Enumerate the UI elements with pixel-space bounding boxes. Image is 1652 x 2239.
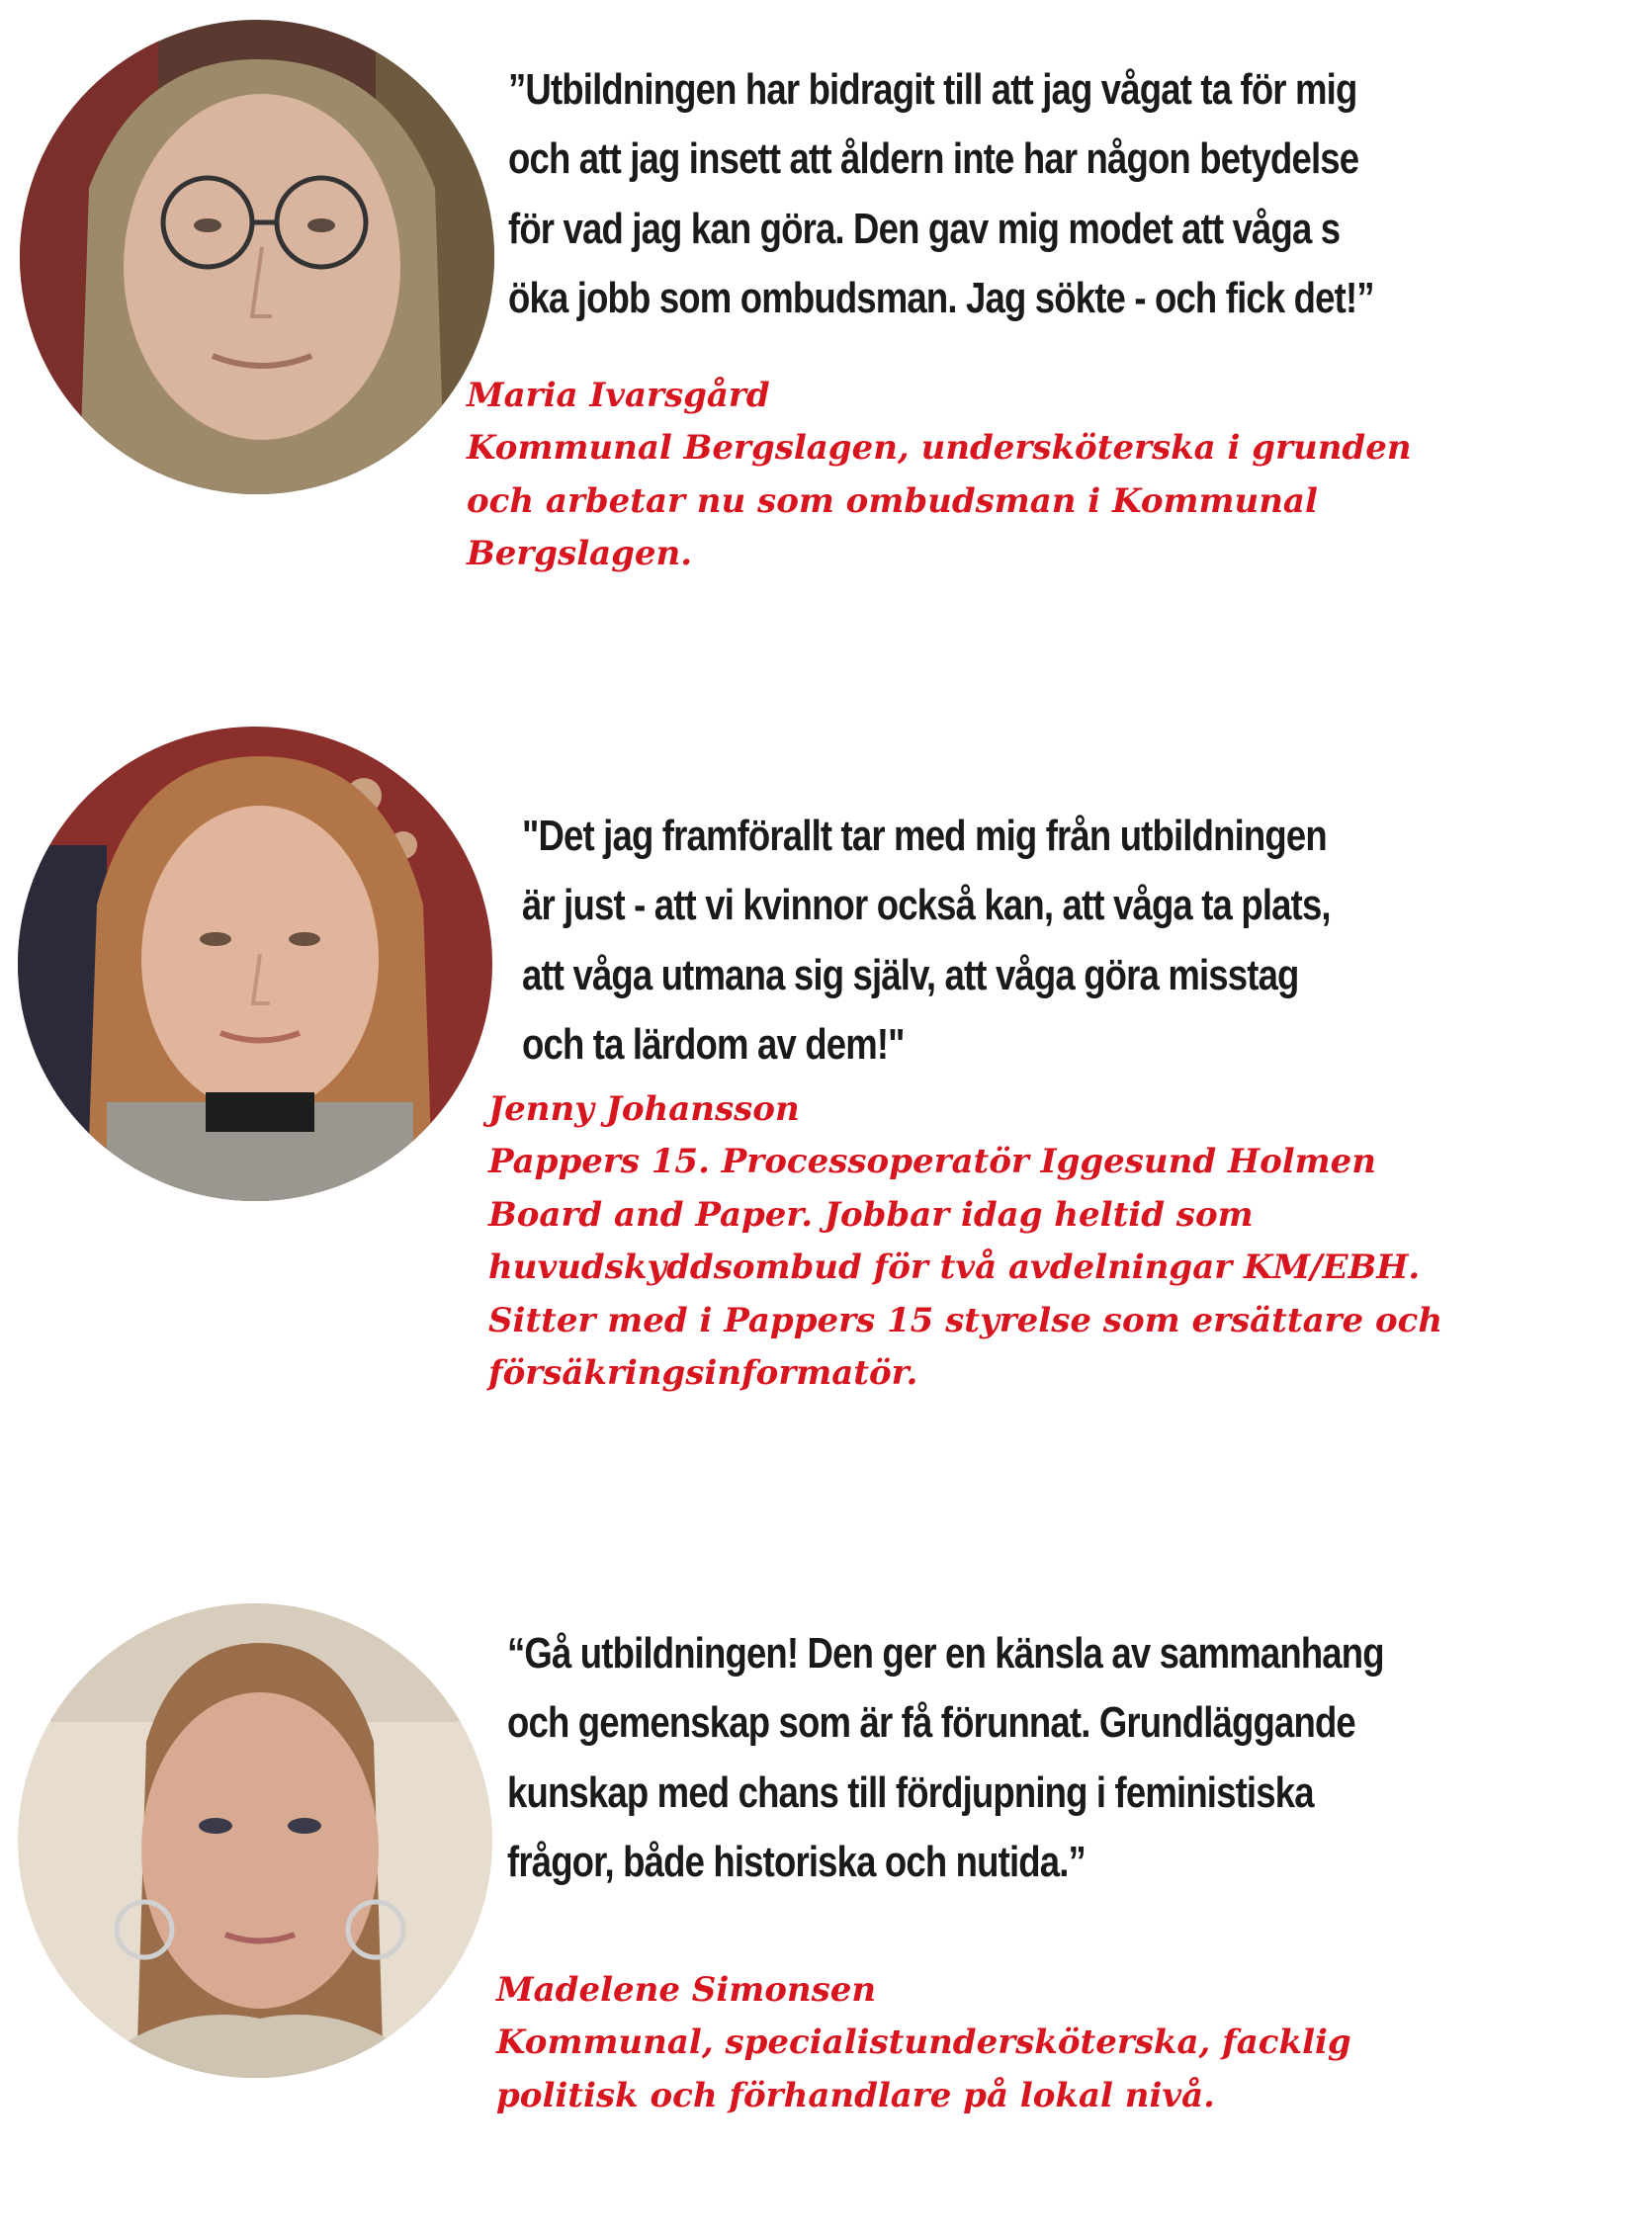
quote-line: ”Utbildningen har bidragit till att jag vågat ta för mig [508, 65, 1357, 114]
attribution-line: huvudskyddsombud för två avdelningar KM/EBH. [488, 1248, 1421, 1288]
attribution-name: Jenny Johansson [488, 1089, 800, 1129]
quote-line: för vad jag kan göra. Den gav mig modet att våga s [508, 204, 1341, 253]
avatar-maria [20, 20, 494, 494]
attribution-maria [467, 370, 1412, 581]
quote-madelene [507, 1619, 1384, 1898]
attribution-line: försäkringsinformatör. [488, 1352, 918, 1393]
portrait-jenny-image [18, 727, 492, 1201]
portrait-madelene-image [18, 1603, 492, 2078]
attribution-line: politisk och förhandlare på lokal nivå. [496, 2075, 1215, 2115]
attribution-name: Maria Ivarsgård [467, 376, 770, 415]
quote-jenny [522, 802, 1331, 1080]
attribution-line: och arbetar nu som ombudsman i Kommunal [467, 480, 1318, 521]
quote-line: öka jobb som ombudsman. Jag sökte - och fick det!” [508, 274, 1374, 323]
quote-line: “Gå utbildningen! Den ger en känsla av sammanhang [507, 1629, 1384, 1678]
attribution-line: Board and Paper. Jobbar idag heltid som [488, 1194, 1254, 1235]
portrait-maria-image [20, 20, 494, 494]
avatar-jenny [18, 727, 492, 1201]
quote-line: att våga utmana sig själv, att våga göra misstag [522, 950, 1299, 999]
quote-line: är just - att vi kvinnor också kan, att våga ta plats, [522, 881, 1331, 930]
attribution-line: Pappers 15. Processoperatör Iggesund Holmen [488, 1142, 1376, 1182]
avatar-madelene [18, 1603, 492, 2078]
quote-line: frågor, både historiska och nutida.” [507, 1838, 1086, 1887]
quote-line: och gemenskap som är få förunnat. Grundläggande [507, 1698, 1355, 1748]
attribution-line: Kommunal Bergslagen, undersköterska i grunden [467, 428, 1412, 469]
attribution-line: Kommunal, specialistundersköterska, facklig [496, 2023, 1351, 2063]
attribution-line: Bergslagen. [467, 534, 693, 574]
attribution-jenny [488, 1083, 1442, 1400]
attribution-line: Sitter med i Pappers 15 styrelse som ersättare och [488, 1300, 1443, 1340]
quote-line: "Det jag framförallt tar med mig från utbildningen [522, 812, 1327, 860]
quote-line: och ta lärdom av dem!" [522, 1020, 905, 1070]
quote-maria [508, 55, 1374, 334]
attribution-madelene [496, 1964, 1351, 2122]
quote-line: kunskap med chans till fördjupning i feministiska [507, 1767, 1314, 1817]
quote-line: och att jag insett att åldern inte har någon betydelse [508, 134, 1359, 184]
attribution-name: Madelene Simonsen [496, 1970, 877, 2010]
